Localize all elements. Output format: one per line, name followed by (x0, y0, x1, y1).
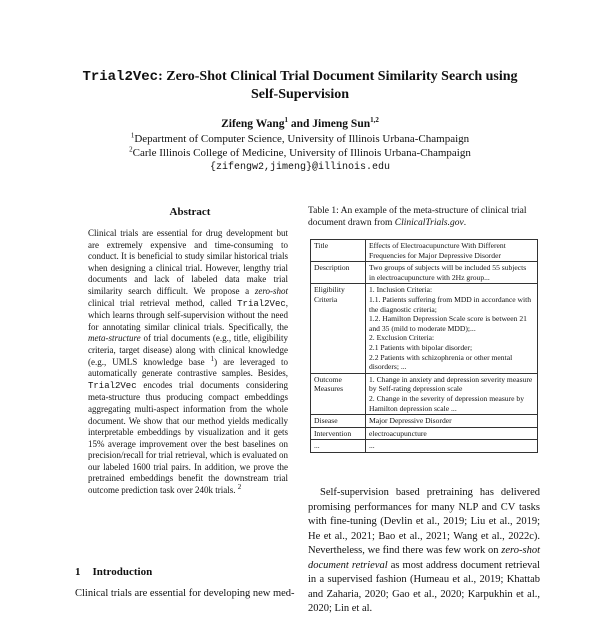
table-key: Intervention (311, 427, 366, 440)
table-value: Effects of Electroacupuncture With Different Frequencies for Major Depressive Disorder (366, 240, 538, 262)
table-value: 1. Inclusion Criteria: 1.1. Patients suffering from MDD in accordance with the diagnostic criteria; 1.2. Hamilton Depression Scale score is between 21 and 35 (mild to moderate MDD);... 2. Exclusion Criteria: 2.1 Patients with bipolar disorder; 2.2 Patients with schizophrenia or other mental disorders; ... (366, 284, 538, 373)
affiliation-1: $^1$Department of Computer Science, University of Illinois Urbana-Champaign (130, 131, 470, 145)
paper-title (60, 68, 540, 104)
table-row (311, 284, 538, 373)
table-row (311, 415, 538, 428)
table-key: Eligibility Criteria (311, 284, 366, 373)
table-row (311, 373, 538, 414)
author-email: {zifengw2,jimeng}@illinois.edu (209, 162, 391, 173)
title-rest: : Zero-Shot Clinical Trial Document Similarity Search using (158, 69, 518, 84)
table-row (311, 440, 538, 453)
abstract-heading: Abstract (169, 206, 211, 218)
table-key: Description (311, 262, 366, 284)
table-caption: Table 1: An example of the meta-structure of clinical trial document drawn from ClinicalTrials.gov. (308, 206, 527, 228)
meta-structure-table (310, 239, 538, 453)
affiliation-2: $^2$Carle Illinois College of Medicine, University of Illinois Urbana-Champaign (129, 145, 471, 159)
table-value: Two groups of subjects will be included 55 subjects in electroacupuncture with 2Hz group... (366, 262, 538, 284)
table-value: Major Depressive Disorder (366, 415, 538, 428)
body-paragraph: Self-supervision based pretraining has delivered promising performances for many NLP and CV tasks with fine-tuning (Devlin et al., 2019; Liu et al., 2019; He et al., 2021; Bao et al., 2021; Wang et al., 2022c). Nevertheless, we find there was few work on zero-shot document retrieval as most address document retrieval in a supervised fashion (Humeau et al., 2019; Khattab and Zaharia, 2020; Gao et al., 2020; Karpukhin et al., 2020; Lin et al. (308, 487, 540, 614)
table-key: ... (311, 440, 366, 453)
author-1: Zifeng Wang (221, 118, 285, 130)
title-line2: Self-Supervision (250, 87, 349, 102)
section-heading-introduction: 1 Introduction (75, 566, 153, 578)
table-row (311, 427, 538, 440)
table-value: electroacupuncture (366, 427, 538, 440)
abstract-text: Clinical trials are essential for drug development but are extremely expensive and time-consuming to conduct. It is beneficial to study similar historical trials when designing a clinical trial. However, lengthy trial documents and lack of labeled data make trial similarity search difficult. We propose a zero-shot clinical trial retrieval method, called Trial2Vec, which learns through self-supervision without the need for annotating similar clinical trials. Specifically, the meta-structure of trial documents (e.g., title, eligibility criteria, target disease) along with clinical knowledge (e.g., UMLS knowledge base $^1$) are leveraged to automatically generate contrastive samples. Besides, Trial2Vec encodes trial documents considering meta-structure thus producing compact embeddings aggregating multi-aspect information from the whole document. We show that our method yields medically interpretable embeddings by visualization and it gets 15% average improvement over the best baselines on precision/recall for trial retrieval, which is evaluated on our labeled 1600 trial pairs. In addition, we prove the pretrained embeddings benefit the downstream trial outcome prediction task over 240k trials. $^2$ (88, 228, 288, 496)
table-row (311, 262, 538, 284)
table-value: 1. Change in anxiety and depression severity measure by Self-rating depression scale 2. Change in the severity of depression measure by Hamilton depression scale ... (366, 373, 538, 414)
table-value: ... (366, 440, 538, 453)
table-key: Disease (311, 415, 366, 428)
authors: Zifeng Wang$^1$ and Jimeng Sun$^{1,2}$ (221, 116, 379, 130)
table-key: Outcome Measures (311, 373, 366, 414)
table-row (311, 240, 538, 262)
author-2: and Jimeng Sun (290, 118, 371, 130)
table-key: Title (311, 240, 366, 262)
title-code: Trial2Vec (82, 69, 159, 85)
intro-first-line: Clinical trials are essential for developing new med- (75, 588, 295, 599)
